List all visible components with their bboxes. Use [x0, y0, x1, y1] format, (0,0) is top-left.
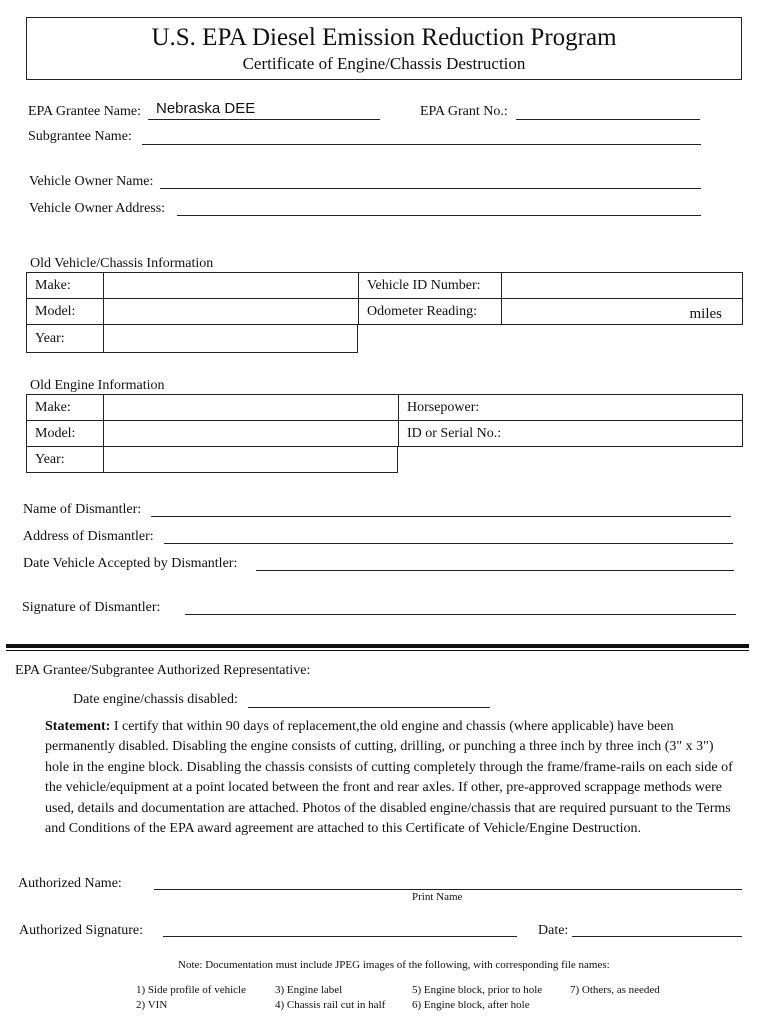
date-accepted-field[interactable]: [256, 570, 734, 571]
engine-model-field[interactable]: [104, 421, 399, 447]
note-item-1: 1) Side profile of vehicle: [136, 984, 246, 996]
form-title: U.S. EPA Diesel Emission Reduction Program: [151, 24, 617, 51]
note-item-5: 5) Engine block, prior to hole: [412, 984, 543, 996]
date-label: Date:: [538, 923, 569, 938]
authorized-signature-label: Authorized Signature:: [19, 923, 144, 938]
grant-no-field[interactable]: [516, 119, 700, 120]
vehicle-model-label: Model:: [27, 299, 104, 325]
form-header: [26, 17, 742, 80]
certification-statement: [45, 717, 735, 839]
section-divider-thick: [6, 644, 749, 648]
vehicle-make-field[interactable]: [104, 273, 359, 299]
representative-title: EPA Grantee/Subgrantee Authorized Representative:: [15, 663, 311, 678]
vehicle-make-label: Make:: [27, 273, 104, 299]
print-name-caption: Print Name: [412, 891, 463, 903]
engine-year-field[interactable]: [104, 447, 398, 473]
dismantler-name-field[interactable]: [151, 516, 731, 517]
note-item-4: 4) Chassis rail cut in half: [275, 999, 386, 1011]
odometer-unit: miles: [689, 306, 722, 322]
authorized-signature-field[interactable]: [163, 936, 517, 937]
dismantler-name-label: Name of Dismantler:: [23, 502, 142, 517]
authorized-name-field[interactable]: [154, 889, 742, 890]
odometer-label: Odometer Reading:: [359, 299, 502, 325]
statement-text: I certify that within 90 days of replacement,the old engine and chassis (where applicable) have been permanently disabled. Disabling the engine consists of cutting, drilling, or punching a three inch by three inch (3" x 3") hole in the engine block. Disabling the chassis consists of cutting completely through the frame/frame-rails on each side of the vehicle/equipment at a point located between the front and rear axles. If other, pre-approved scrappage methods were used, details and documentation are attached. Photos of the disabled engine/chassis that are required pursuant to the Terms and Conditions of the EPA award agreement are attached to this Certificate of Vehicle/Engine Destruction.: [45, 719, 733, 837]
owner-address-field[interactable]: [177, 215, 701, 216]
date-field[interactable]: [572, 936, 742, 937]
serial-no-label: ID or Serial No.:: [399, 421, 743, 447]
grantee-name-field[interactable]: [148, 119, 380, 120]
dismantler-address-field[interactable]: [164, 543, 733, 544]
engine-make-field[interactable]: [104, 395, 399, 421]
grantee-name-value: Nebraska DEE: [156, 100, 256, 117]
engine-year-label: Year:: [27, 447, 104, 473]
vehicle-id-field[interactable]: [502, 273, 743, 299]
old-vehicle-year-table: [26, 324, 358, 353]
old-vehicle-table: [26, 272, 743, 325]
owner-name-label: Vehicle Owner Name:: [29, 174, 154, 189]
odometer-field[interactable]: [502, 299, 743, 325]
old-engine-year-table: [26, 446, 398, 473]
old-vehicle-section-title: Old Vehicle/Chassis Information: [30, 256, 214, 271]
note-item-6: 6) Engine block, after hole: [412, 999, 530, 1011]
section-divider-thin: [6, 650, 749, 651]
engine-make-label: Make:: [27, 395, 104, 421]
note-item-3: 3) Engine label: [275, 984, 343, 996]
old-engine-table: [26, 394, 743, 447]
note-item-2: 2) VIN: [136, 999, 168, 1011]
owner-name-field[interactable]: [160, 188, 701, 189]
engine-model-label: Model:: [27, 421, 104, 447]
date-disabled-label: Date engine/chassis disabled:: [73, 692, 238, 707]
horsepower-label: Horsepower:: [399, 395, 743, 421]
documentation-note: Note: Documentation must include JPEG images of the following, with corresponding file names:: [178, 959, 610, 971]
date-disabled-field[interactable]: [248, 707, 490, 708]
authorized-name-label: Authorized Name:: [18, 876, 122, 891]
old-engine-section-title: Old Engine Information: [30, 378, 165, 393]
vehicle-year-label: Year:: [27, 325, 104, 353]
form-subtitle: Certificate of Engine/Chassis Destruction: [242, 54, 526, 73]
grantee-name-label: EPA Grantee Name:: [28, 104, 142, 119]
owner-address-label: Vehicle Owner Address:: [29, 201, 166, 216]
note-item-7: 7) Others, as needed: [570, 984, 660, 996]
subgrantee-name-field[interactable]: [142, 144, 701, 145]
dismantler-address-label: Address of Dismantler:: [23, 529, 154, 544]
date-accepted-label: Date Vehicle Accepted by Dismantler:: [23, 556, 238, 571]
dismantler-signature-field[interactable]: [185, 614, 736, 615]
vehicle-id-label: Vehicle ID Number:: [359, 273, 502, 299]
subgrantee-name-label: Subgrantee Name:: [28, 129, 132, 144]
statement-label: Statement:: [45, 719, 111, 734]
vehicle-year-field[interactable]: [104, 325, 358, 353]
grant-no-label: EPA Grant No.:: [420, 104, 508, 119]
dismantler-signature-label: Signature of Dismantler:: [22, 600, 161, 615]
vehicle-model-field[interactable]: [104, 299, 359, 325]
